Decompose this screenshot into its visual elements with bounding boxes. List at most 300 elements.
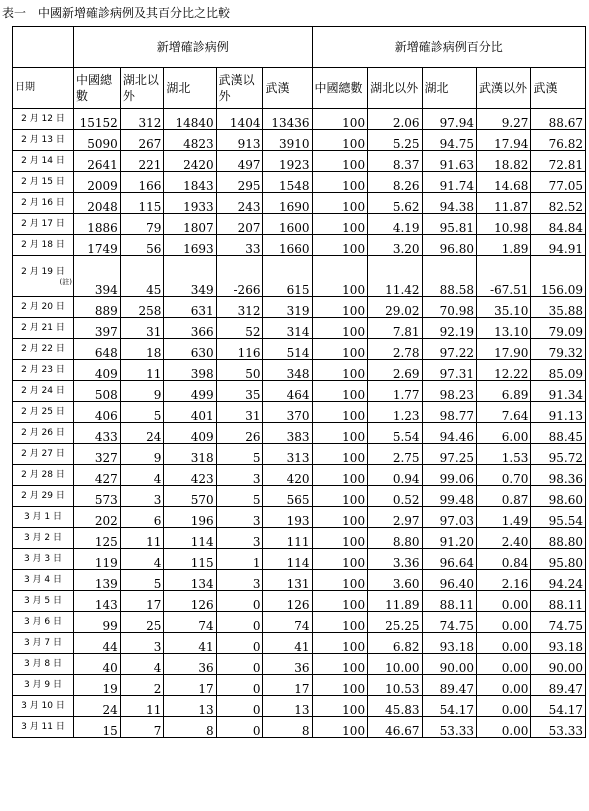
count-cell: 1660 [263,235,312,256]
count-cell: 3 [120,633,164,654]
count-cell: 18 [120,339,164,360]
percent-cell: 100 [312,696,368,717]
count-cell: 125 [73,528,120,549]
date-cell: 2 月 13 日 [13,130,74,151]
count-cell: 570 [164,486,216,507]
date-cell [13,256,74,297]
percent-cell: 10.98 [476,214,530,235]
count-cell: 615 [263,256,312,297]
table-row [13,465,586,486]
percent-cell: 97.94 [422,109,476,130]
percent-cell: 10.00 [368,654,422,675]
count-cell: 394 [73,256,120,297]
percent-cell: 94.24 [531,570,586,591]
count-cell: 0 [216,612,263,633]
count-cell: 36 [164,654,216,675]
percent-cell: 4.19 [368,214,422,235]
percent-cell: 100 [312,339,368,360]
table-caption: 表一 中國新增確診病例及其百分比之比較 [2,6,231,20]
count-cell: 114 [263,549,312,570]
percent-cell: 76.82 [531,130,586,151]
table-row [13,423,586,444]
count-cell: 648 [73,339,120,360]
count-cell: 126 [164,591,216,612]
percent-cell: 88.58 [422,256,476,297]
percent-column-header: 武漢以外 [476,68,530,109]
percent-cell: 95.54 [531,507,586,528]
count-cell: 267 [120,130,164,151]
count-cell: 196 [164,507,216,528]
count-cell: 295 [216,172,263,193]
count-cell: 41 [164,633,216,654]
percent-cell: 79.32 [531,339,586,360]
date-cell: 2 月 23 日 [13,360,74,381]
percent-cell: 53.33 [422,717,476,738]
count-cell: 13 [263,696,312,717]
count-cell: 514 [263,339,312,360]
count-cell: 8 [164,717,216,738]
percent-cell: 3.60 [368,570,422,591]
date-text: 2 月 19 日 [21,266,65,277]
count-cell: 41 [263,633,312,654]
count-cell: 7 [120,717,164,738]
percent-cell: 94.46 [422,423,476,444]
count-cell: 573 [73,486,120,507]
percent-cell: 1.23 [368,402,422,423]
percent-cell: 100 [312,297,368,318]
percent-cell: 0.94 [368,465,422,486]
percent-cell: 18.82 [476,151,530,172]
table-row [13,528,586,549]
percent-cell: 100 [312,360,368,381]
percent-cell: 6.00 [476,423,530,444]
percent-cell: 12.22 [476,360,530,381]
count-cell: 423 [164,465,216,486]
percent-cell: 89.47 [422,675,476,696]
percent-cell: 91.34 [531,381,586,402]
count-cell: 366 [164,318,216,339]
count-cell: 499 [164,381,216,402]
count-cell: 312 [120,109,164,130]
count-cell: 115 [120,193,164,214]
count-cell: 319 [263,297,312,318]
date-cell: 2 月 15 日 [13,172,74,193]
count-cell: 508 [73,381,120,402]
count-cell: 6 [120,507,164,528]
count-cell: 2420 [164,151,216,172]
table-row [13,654,586,675]
percent-cell: 17.90 [476,339,530,360]
table-row [13,381,586,402]
percent-cell: 35.88 [531,297,586,318]
percent-cell: 100 [312,444,368,465]
table-row [13,109,586,130]
count-cell: 327 [73,444,120,465]
percent-cell: 10.53 [368,675,422,696]
count-cell: 36 [263,654,312,675]
count-cell: 2009 [73,172,120,193]
percent-cell: 0.00 [476,717,530,738]
count-cell: 313 [263,444,312,465]
table-row [13,444,586,465]
table-row [13,549,586,570]
percent-cell: 98.77 [422,402,476,423]
percent-cell: 96.40 [422,570,476,591]
percent-cell: 8.37 [368,151,422,172]
percent-cell: 53.33 [531,717,586,738]
percent-cell: 17.94 [476,130,530,151]
percent-cell: 9.27 [476,109,530,130]
count-cell: 401 [164,402,216,423]
count-cell: 52 [216,318,263,339]
count-cell: 383 [263,423,312,444]
percent-cell: 100 [312,423,368,444]
count-cell: 31 [216,402,263,423]
percent-cell: -67.51 [476,256,530,297]
table-row [13,633,586,654]
count-cell: 0 [216,633,263,654]
count-cell: 4 [120,549,164,570]
date-cell: 2 月 12 日 [13,109,74,130]
group-header-counts: 新增確診病例 [73,27,312,68]
counts-column-header: 中國總數 [73,68,120,109]
percent-cell: 0.00 [476,675,530,696]
count-cell: -266 [216,256,263,297]
date-cell: 3 月 9 日 [13,675,74,696]
count-cell: 131 [263,570,312,591]
count-cell: 370 [263,402,312,423]
count-cell: 1933 [164,193,216,214]
date-cell: 2 月 14 日 [13,151,74,172]
table-row [13,130,586,151]
count-cell: 17 [120,591,164,612]
count-cell: 166 [120,172,164,193]
count-cell: 3 [216,528,263,549]
count-cell: 1548 [263,172,312,193]
percent-cell: 98.36 [531,465,586,486]
percent-cell: 1.53 [476,444,530,465]
count-cell: 13436 [263,109,312,130]
table-row [13,507,586,528]
count-cell: 19 [73,675,120,696]
percent-cell: 11.87 [476,193,530,214]
percent-cell: 99.48 [422,486,476,507]
count-cell: 397 [73,318,120,339]
count-cell: 11 [120,360,164,381]
date-cell: 2 月 20 日 [13,297,74,318]
percent-cell: 3.20 [368,235,422,256]
percent-cell: 54.17 [531,696,586,717]
table-row [13,256,586,297]
table-row [13,612,586,633]
percent-cell: 90.00 [531,654,586,675]
percent-cell: 0.00 [476,696,530,717]
count-cell: 398 [164,360,216,381]
count-cell: 1923 [263,151,312,172]
percent-cell: 2.97 [368,507,422,528]
count-cell: 5 [216,486,263,507]
percent-cell: 7.81 [368,318,422,339]
count-cell: 111 [263,528,312,549]
percent-cell: 100 [312,130,368,151]
count-cell: 9 [120,444,164,465]
percent-cell: 100 [312,549,368,570]
count-cell: 420 [263,465,312,486]
percent-cell: 13.10 [476,318,530,339]
percent-cell: 100 [312,675,368,696]
count-cell: 15152 [73,109,120,130]
group-header-percent: 新增確診病例百分比 [312,27,585,68]
date-cell: 2 月 27 日 [13,444,74,465]
date-cell: 3 月 8 日 [13,654,74,675]
count-cell: 202 [73,507,120,528]
date-cell: 2 月 22 日 [13,339,74,360]
count-cell: 0 [216,675,263,696]
count-cell: 24 [73,696,120,717]
percent-cell: 100 [312,654,368,675]
count-cell: 5 [120,570,164,591]
percent-cell: 100 [312,507,368,528]
percent-cell: 35.10 [476,297,530,318]
date-cell: 3 月 3 日 [13,549,74,570]
date-cell: 3 月 5 日 [13,591,74,612]
count-cell: 631 [164,297,216,318]
count-cell: 17 [164,675,216,696]
percent-cell: 11.89 [368,591,422,612]
count-cell: 312 [216,297,263,318]
count-cell: 348 [263,360,312,381]
count-cell: 15 [73,717,120,738]
count-cell: 13 [164,696,216,717]
count-cell: 5090 [73,130,120,151]
count-cell: 14840 [164,109,216,130]
percent-cell: 91.63 [422,151,476,172]
count-cell: 314 [263,318,312,339]
corner-cell [13,27,74,68]
count-cell: 5 [120,402,164,423]
date-cell: 3 月 10 日 [13,696,74,717]
percent-cell: 100 [312,486,368,507]
count-cell: 74 [263,612,312,633]
count-cell: 913 [216,130,263,151]
percent-cell: 0.00 [476,633,530,654]
percent-cell: 0.00 [476,612,530,633]
comparison-table [12,26,586,738]
percent-cell: 88.11 [422,591,476,612]
count-cell: 26 [216,423,263,444]
count-cell: 243 [216,193,263,214]
count-cell: 318 [164,444,216,465]
percent-cell: 54.17 [422,696,476,717]
percent-cell: 88.11 [531,591,586,612]
count-cell: 433 [73,423,120,444]
percent-cell: 94.75 [422,130,476,151]
date-cell: 2 月 17 日 [13,214,74,235]
percent-cell: 88.45 [531,423,586,444]
count-cell: 3 [216,465,263,486]
percent-cell: 91.20 [422,528,476,549]
count-cell: 79 [120,214,164,235]
percent-cell: 100 [312,109,368,130]
table-row [13,151,586,172]
percent-cell: 74.75 [422,612,476,633]
percent-cell: 99.06 [422,465,476,486]
count-cell: 114 [164,528,216,549]
date-cell: 3 月 4 日 [13,570,74,591]
count-cell: 4823 [164,130,216,151]
percent-cell: 93.18 [422,633,476,654]
percent-cell: 96.80 [422,235,476,256]
count-cell: 1693 [164,235,216,256]
percent-cell: 88.67 [531,109,586,130]
count-cell: 406 [73,402,120,423]
percent-cell: 95.80 [531,549,586,570]
table-row [13,339,586,360]
table-row [13,591,586,612]
percent-cell: 74.75 [531,612,586,633]
percent-cell: 25.25 [368,612,422,633]
count-cell: 143 [73,591,120,612]
count-cell: 3 [120,486,164,507]
percent-column-header: 武漢 [531,68,586,109]
percent-cell: 7.64 [476,402,530,423]
percent-column-header: 湖北以外 [368,68,422,109]
date-cell: 2 月 28 日 [13,465,74,486]
percent-cell: 100 [312,570,368,591]
count-cell: 126 [263,591,312,612]
percent-cell: 2.75 [368,444,422,465]
percent-cell: 2.16 [476,570,530,591]
percent-cell: 8.26 [368,172,422,193]
table-row [13,696,586,717]
count-cell: 44 [73,633,120,654]
percent-cell: 0.00 [476,654,530,675]
percent-cell: 14.68 [476,172,530,193]
count-cell: 56 [120,235,164,256]
percent-cell: 11.42 [368,256,422,297]
date-column-header: 日期 [13,68,74,109]
percent-cell: 2.40 [476,528,530,549]
date-cell: 2 月 18 日 [13,235,74,256]
count-cell: 4 [120,654,164,675]
count-cell: 464 [263,381,312,402]
date-cell: 3 月 6 日 [13,612,74,633]
count-cell: 193 [263,507,312,528]
table-row [13,570,586,591]
count-cell: 3 [216,507,263,528]
count-cell: 630 [164,339,216,360]
percent-cell: 100 [312,402,368,423]
percent-cell: 92.19 [422,318,476,339]
date-cell: 2 月 25 日 [13,402,74,423]
percent-cell: 0.87 [476,486,530,507]
percent-cell: 85.09 [531,360,586,381]
count-cell: 427 [73,465,120,486]
count-cell: 221 [120,151,164,172]
percent-cell: 97.31 [422,360,476,381]
count-cell: 1404 [216,109,263,130]
count-cell: 207 [216,214,263,235]
count-cell: 258 [120,297,164,318]
date-cell: 3 月 11 日 [13,717,74,738]
percent-cell: 72.81 [531,151,586,172]
percent-cell: 91.13 [531,402,586,423]
count-cell: 4 [120,465,164,486]
count-cell: 1886 [73,214,120,235]
table-row [13,717,586,738]
date-cell: 3 月 2 日 [13,528,74,549]
percent-column-header: 湖北 [422,68,476,109]
table-row [13,318,586,339]
table-row [13,214,586,235]
percent-cell: 100 [312,633,368,654]
percent-cell: 100 [312,717,368,738]
date-cell: 3 月 1 日 [13,507,74,528]
count-cell: 2641 [73,151,120,172]
count-cell: 119 [73,549,120,570]
percent-cell: 97.25 [422,444,476,465]
percent-cell: 98.60 [531,486,586,507]
percent-cell: 94.91 [531,235,586,256]
percent-cell: 1.89 [476,235,530,256]
count-cell: 11 [120,528,164,549]
table-row [13,193,586,214]
percent-cell: 5.54 [368,423,422,444]
date-cell: 2 月 24 日 [13,381,74,402]
percent-cell: 100 [312,214,368,235]
percent-cell: 0.52 [368,486,422,507]
table-row [13,235,586,256]
percent-cell: 100 [312,151,368,172]
percent-cell: 79.09 [531,318,586,339]
percent-cell: 8.80 [368,528,422,549]
date-cell: 2 月 16 日 [13,193,74,214]
percent-cell: 2.78 [368,339,422,360]
percent-cell: 77.05 [531,172,586,193]
count-cell: 17 [263,675,312,696]
percent-cell: 100 [312,591,368,612]
count-cell: 40 [73,654,120,675]
percent-cell: 95.72 [531,444,586,465]
count-cell: 1 [216,549,263,570]
percent-cell: 100 [312,381,368,402]
count-cell: 2 [120,675,164,696]
percent-cell: 45.83 [368,696,422,717]
percent-cell: 6.82 [368,633,422,654]
count-cell: 409 [73,360,120,381]
count-cell: 3910 [263,130,312,151]
count-cell: 9 [120,381,164,402]
count-cell: 99 [73,612,120,633]
count-cell: 8 [263,717,312,738]
count-cell: 1600 [263,214,312,235]
percent-cell: 100 [312,465,368,486]
table-row [13,172,586,193]
count-cell: 33 [216,235,263,256]
count-cell: 35 [216,381,263,402]
count-cell: 74 [164,612,216,633]
count-cell: 409 [164,423,216,444]
counts-column-header: 武漢 [263,68,312,109]
date-cell: 3 月 7 日 [13,633,74,654]
table-row [13,675,586,696]
count-cell: 45 [120,256,164,297]
percent-cell: 1.77 [368,381,422,402]
percent-cell: 94.38 [422,193,476,214]
counts-column-header: 湖北 [164,68,216,109]
count-cell: 2048 [73,193,120,214]
count-cell: 1690 [263,193,312,214]
